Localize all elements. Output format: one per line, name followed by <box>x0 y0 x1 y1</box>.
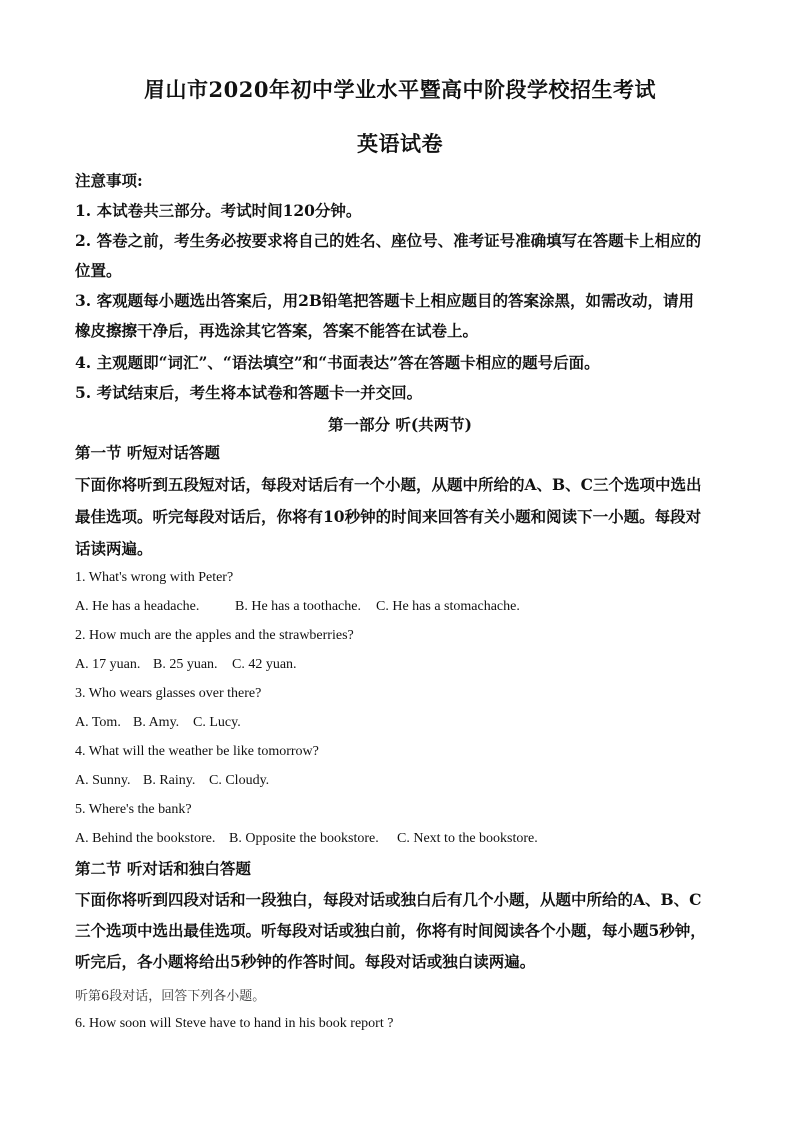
option-b: B. Rainy. <box>143 773 196 788</box>
question-text: 1. What's wrong with Peter? <box>75 570 234 585</box>
section2-instruction: 听完后，各小题将给出5秒钟的作答时间。每段对话或独白读两遍。 <box>75 952 536 971</box>
question-options <box>75 657 297 673</box>
question-text: 5. Where's the bank? <box>75 802 192 817</box>
exam-title: 眉山市2020年初中学业水平暨高中阶段学校招生考试 <box>144 77 656 102</box>
exam-subtitle: 英语试卷 <box>357 131 443 156</box>
notes-heading: 注意事项: <box>75 171 143 190</box>
note-item: 1. 本试卷共三部分。考试时间120分钟。 <box>75 201 362 220</box>
section1-instruction: 下面你将听到五段短对话，每段对话后有一个小题，从题中所给的A、B、C三个选项中选出 <box>75 475 702 494</box>
question-text: 2. How much are the apples and the strawberries? <box>75 628 354 643</box>
option-c: C. Next to the bookstore. <box>397 831 538 846</box>
option-a: A. 17 yuan. <box>75 657 141 672</box>
option-c: C. He has a stomachache. <box>376 599 520 614</box>
option-b: B. He has a toothache. <box>235 599 361 614</box>
option-c: C. Lucy. <box>193 715 241 730</box>
option-a: A. Tom. <box>75 715 121 730</box>
note-item: 位置。 <box>75 261 122 280</box>
listening-hint: 听第6段对话，回答下列各小题。 <box>75 989 266 1004</box>
option-c: C. 42 yuan. <box>232 657 297 672</box>
section1-instruction: 最佳选项。听完每段对话后，你将有10秒钟的时间来回答有关小题和阅读下一小题。每段对 <box>75 507 702 526</box>
section1-heading: 第一节 听短对话答题 <box>75 443 220 462</box>
note-item: 3. 客观题每小题选出答案后，用2B铅笔把答题卡上相应题目的答案涂黑，如需改动，请用 <box>75 291 694 310</box>
question-options <box>75 715 241 731</box>
option-a: A. Sunny. <box>75 773 131 788</box>
note-item: 橡皮擦擦干净后，再选涂其它答案，答案不能答在试卷上。 <box>75 321 479 340</box>
option-b: B. Amy. <box>133 715 180 730</box>
part1-heading: 第一部分 听(共两节) <box>327 415 473 434</box>
section2-instruction: 下面你将听到四段对话和一段独白，每段对话或独白后有几个小题，从题中所给的A、B、C <box>75 890 702 909</box>
question-options <box>75 831 538 847</box>
option-a: A. Behind the bookstore. <box>75 831 216 846</box>
question-text: 6. How soon will Steve have to hand in his book report ? <box>75 1016 394 1031</box>
question-text: 3. Who wears glasses over there? <box>75 686 262 701</box>
question-options <box>75 599 520 615</box>
section1-instruction: 话读两遍。 <box>75 539 153 558</box>
section2-heading: 第二节 听对话和独白答题 <box>75 859 251 878</box>
note-item: 5. 考试结束后，考生将本试卷和答题卡一并交回。 <box>75 383 423 402</box>
option-a: A. He has a headache. <box>75 599 200 614</box>
option-b: B. 25 yuan. <box>153 657 218 672</box>
question-options <box>75 773 269 789</box>
note-item: 2. 答卷之前，考生务必按要求将自己的姓名、座位号、准考证号准确填写在答题卡上相应的 <box>75 231 702 250</box>
option-b: B. Opposite the bookstore. <box>229 831 379 846</box>
note-item: 4. 主观题即“词汇”、“语法填空”和“书面表达”答在答题卡相应的题号后面。 <box>75 353 600 372</box>
option-c: C. Cloudy. <box>209 773 270 788</box>
question-text: 4. What will the weather be like tomorrow? <box>75 744 319 759</box>
section2-instruction: 三个选项中选出最佳选项。听每段对话或独白前，你将有时间阅读各个小题，每小题5秒钟， <box>75 921 706 940</box>
